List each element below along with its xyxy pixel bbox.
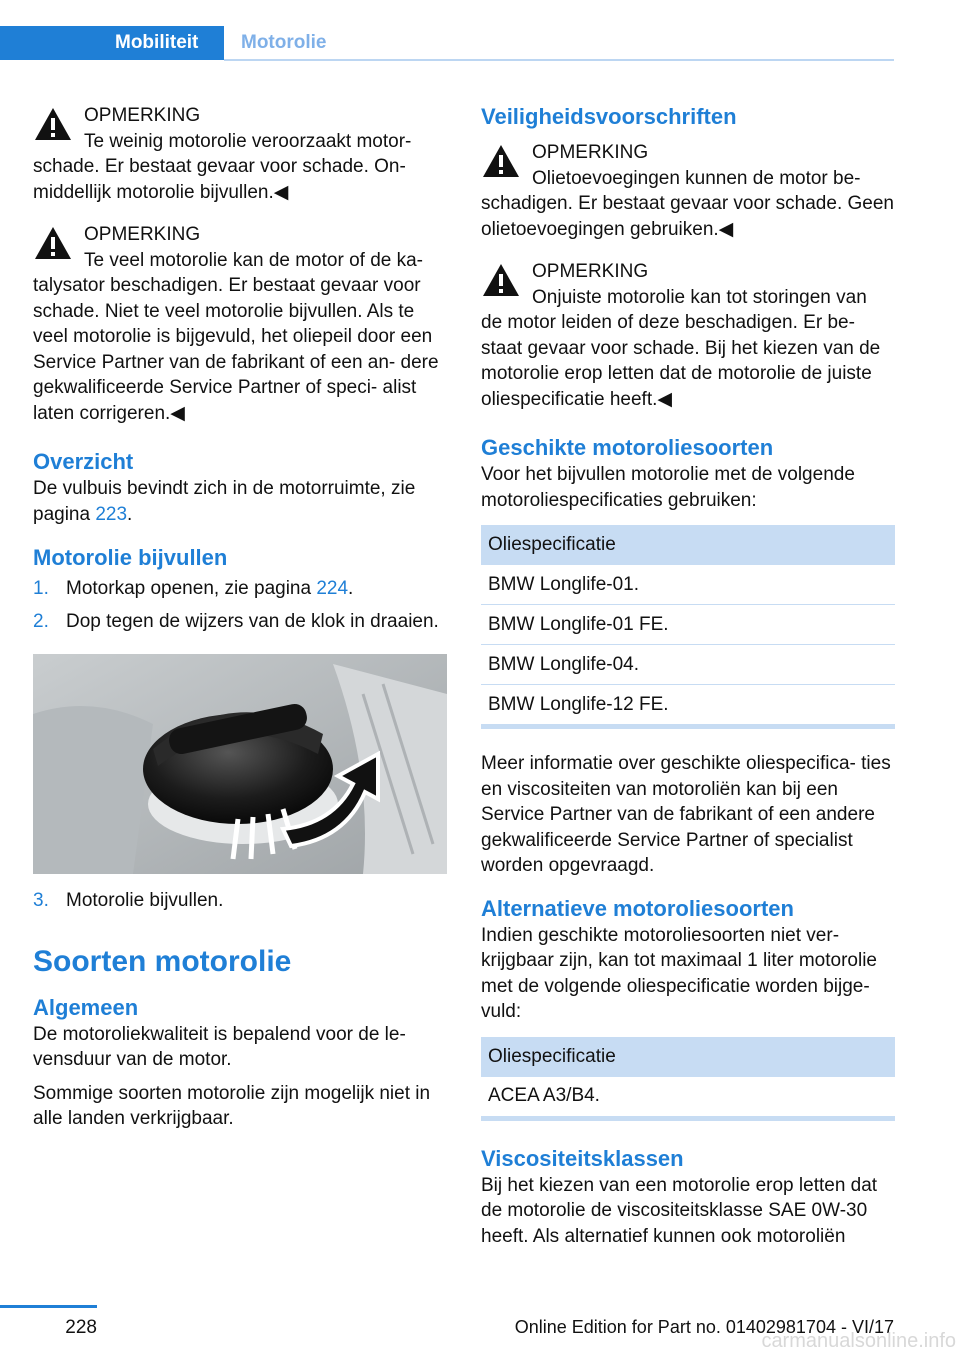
heading-geschikte-motoroliesoorten: Geschikte motoroliesoorten [481, 435, 774, 460]
step-number: 2. [33, 610, 49, 632]
heading-motorolie-bijvullen: Motorolie bijvullen [33, 545, 228, 570]
footer-divider [0, 1305, 97, 1308]
warning-text: schadigen. Er bestaat gevaar voor schade. Geen olietoevoegingen gebruiken.◀ [481, 193, 894, 240]
geschikt-intro: Voor het bijvullen motorolie met de volgende motoroliespecificaties gebruiken: [481, 464, 855, 511]
warning-title: OPMERKING [532, 261, 649, 282]
step-number: 3. [33, 890, 49, 911]
viscositeit-text: Bij het kiezen van een motorolie erop letten dat de motorolie de viscositeitsklasse SAE 0W-30 heeft. Als alternatief kunnen ook motoroliën [481, 1174, 878, 1247]
overzicht-text [33, 476, 447, 527]
edition-info: Online Edition for Part no. 01402981704 - VI/17 [514, 1317, 894, 1337]
table-row [481, 565, 895, 605]
section-soorten-motorolie [33, 944, 447, 1132]
step-text: Motorolie bijvullen. [66, 890, 224, 911]
section-geschikte-oliesoorten [481, 434, 895, 879]
page-link-224[interactable]: 224 [316, 578, 349, 599]
table-cell: BMW Longlife-04. [481, 645, 895, 685]
table-cell: BMW Longlife-01 FE. [481, 605, 895, 645]
table-cell: BMW Longlife-01. [481, 565, 895, 605]
step-text-end: . [348, 578, 354, 599]
left-column [33, 103, 447, 1132]
oil-cap-photo [33, 654, 447, 874]
list-item [33, 609, 447, 635]
section-viscositeitsklassen [481, 1145, 895, 1250]
spec-table-suitable [481, 525, 895, 729]
overzicht-text-end: . [127, 503, 133, 525]
heading-overzicht: Overzicht [33, 449, 134, 474]
heading-alternatieve-motoroliesoorten: Alternatieve motoroliesoorten [481, 895, 794, 921]
warning-triangle-icon [481, 143, 521, 179]
table-row [481, 605, 895, 645]
warning-oil-additives [481, 140, 895, 242]
steps-list-continued [33, 888, 447, 914]
geschikt-more-info: Meer informatie over geschikte oliespecifica- ties en viscositeiten van motoroliën kan bij een Service Partner van de fabrikant of een andere gekwalificeerde Service Partner of specialist worden opgevraagd. [481, 753, 891, 876]
warning-triangle-icon [33, 225, 73, 261]
algemeen-text-2: Sommige soorten motorolie zijn mogelijk niet in alle landen verkrijgbaar. [33, 1082, 431, 1129]
alternatief-intro: Indien geschikte motoroliesoorten niet ver- krijgbaar zijn, kan tot maximaal 1 liter motorolie met de volgende oliespecificatie worden bijge- vuld: [481, 924, 877, 1022]
warning-title: OPMERKING [84, 105, 201, 126]
table-header: Oliespecificatie [481, 525, 895, 565]
watermark: carmanualsonline.info [761, 1330, 956, 1352]
page-number: 228 [65, 1317, 97, 1338]
warning-title: OPMERKING [84, 224, 201, 245]
page-link-223[interactable]: 223 [95, 503, 128, 525]
table-header-row [481, 1037, 895, 1077]
table-row [481, 645, 895, 685]
warning-too-much-oil [33, 222, 447, 426]
heading-viscositeitsklassen: Viscositeitsklassen [481, 1145, 684, 1171]
tab-mobiliteit[interactable]: Mobiliteit [0, 26, 224, 60]
warning-title: OPMERKING [532, 142, 649, 163]
list-item [33, 576, 447, 602]
algemeen-text-1: De motoroliekwaliteit is bepalend voor de le- vensduur van de motor. [33, 1023, 406, 1070]
warning-text: de motor leiden of deze beschadigen. Er be- staat gevaar voor schade. Bij het kiezen van de motorolie erop letten dat de motorolie de juiste oliespecificatie heeft.◀ [481, 312, 881, 410]
overzicht-text-body: De vulbuis bevindt zich in de motorruimte, zie pagina [33, 478, 416, 525]
warning-text-line1: Onjuiste motorolie kan tot storingen van [532, 286, 867, 308]
table-header: Oliespecificatie [481, 1037, 895, 1077]
steps-list [33, 576, 447, 634]
table-row [481, 1077, 895, 1119]
section-overzicht [33, 448, 447, 527]
right-column [481, 103, 895, 1249]
warning-text-line1: Olietoevoegingen kunnen de motor be- [532, 167, 861, 189]
step-text: Dop tegen de wijzers van de klok in draaien. [66, 610, 439, 632]
section-bijvullen [33, 544, 447, 914]
table-cell: ACEA A3/B4. [488, 1085, 600, 1106]
heading-algemeen: Algemeen [33, 994, 139, 1020]
warning-text-line1: Te weinig motorolie veroorzaakt motor- [84, 130, 412, 152]
step-number: 1. [33, 578, 49, 599]
table-header-row [481, 525, 895, 565]
heading-veiligheidsvoorschriften: Veiligheidsvoorschriften [481, 104, 737, 129]
warning-wrong-oil [481, 259, 895, 412]
warning-triangle-icon [481, 262, 521, 298]
tab-motorolie[interactable]: Motorolie [241, 32, 327, 53]
warning-too-little-oil [33, 103, 447, 205]
warning-text: talysator beschadigen. Er bestaat gevaar voor schade. Niet te veel motorolie bijvullen. Als te veel motorolie is bijgevuld, het oliepeil door een Service Partner van de fabrikant of een an- dere gekwalificeerde Service Partner of speci- alist laten corrigeren.◀ [33, 275, 439, 424]
table-row [481, 685, 895, 727]
section-alternatieve-oliesoorten [481, 895, 895, 1121]
heading-soorten-motorolie: Soorten motorolie [33, 944, 292, 978]
header-divider [224, 59, 894, 61]
header-tabs [0, 26, 327, 60]
spec-table-alternative [481, 1037, 895, 1121]
table-cell: BMW Longlife-12 FE. [488, 693, 669, 715]
step-text: Motorkap openen, zie pagina [66, 578, 317, 599]
warning-text: schade. Er bestaat gevaar voor schade. On- middellijk motorolie bijvullen.◀ [33, 156, 406, 203]
warning-triangle-icon [33, 106, 73, 142]
warning-text-line1: Te veel motorolie kan de motor of de ka- [84, 249, 424, 271]
list-item [33, 888, 447, 914]
